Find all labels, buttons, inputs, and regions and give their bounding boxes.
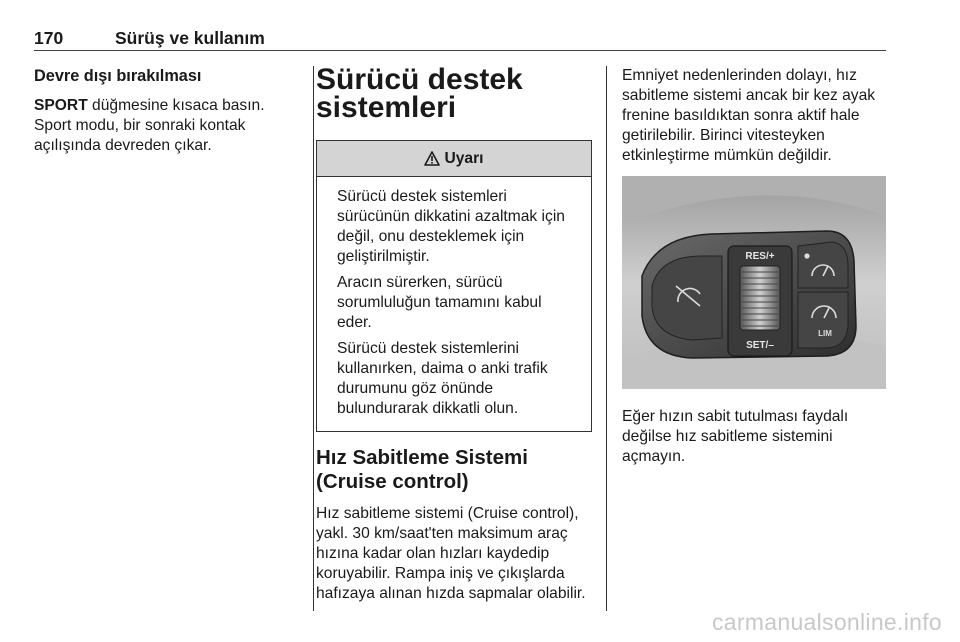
section-heading-line2: (Cruise control)	[316, 470, 469, 493]
paragraph-sport-text: düğmesine kısaca basın. Sport modu, bir sonraki kontak açılışında devreden çıkar.	[34, 97, 265, 154]
cancel-button[interactable]	[652, 256, 722, 340]
res-label: RES/+	[745, 251, 775, 262]
safety-paragraph: Emniyet nedenlerinden dolayı, hız sabitleme sistemi ancak bir kez ayak frenine basıldıktan sonra aktif hale getirilebilir. Birinci vitesteyken etkinleştirme mümkün değildir.	[622, 67, 876, 164]
warning-paragraph-1: Sürücü destek sistemleri sürücünün dikkatini azaltmak için değil, onu desteklemek için geliştirilmiştir.	[337, 188, 565, 265]
warning-box	[316, 140, 592, 432]
column-divider	[606, 66, 607, 611]
warning-paragraph-3: Sürücü destek sistemlerini kullanırken, daima o anki trafik durumunu göz önünde bulundurarak dikkatli olun.	[337, 340, 548, 417]
sport-keyword: SPORT	[34, 97, 88, 114]
chapter-title-line2: sistemleri	[316, 91, 457, 124]
warning-triangle-icon	[424, 151, 440, 166]
warning-body	[317, 177, 591, 431]
section-heading-line1: Hız Sabitleme Sistemi	[316, 446, 528, 469]
subheading-deactivation: Devre dışı bırakılması	[34, 67, 202, 85]
column-divider	[313, 66, 314, 611]
column-middle	[316, 63, 592, 610]
chapter-title	[316, 63, 592, 124]
cruise-paragraph: Hız sabitleme sistemi (Cruise control), yakl. 30 km/saat'ten maksimum araç hızına kadar olan hızları kaydedip koruyabilir. Rampa iniş ve çıkışlarda hafızaya alınan hızda sapmalar olabilir.	[316, 505, 586, 602]
section-title: Sürüş ve kullanım	[115, 28, 265, 48]
warning-header	[317, 141, 591, 177]
steering-wheel-controls-figure	[622, 176, 886, 389]
warning-paragraph-2: Aracın sürerken, sürücü sorumluluğun tamamını kabul eder.	[337, 274, 542, 331]
column-right	[622, 66, 886, 473]
advice-paragraph: Eğer hızın sabit tutulması faydalı değilse hız sabitleme sistemini açmayın.	[622, 408, 849, 465]
paragraph-sport	[34, 96, 292, 156]
lim-label: LIM	[818, 329, 832, 338]
set-label: SET/–	[746, 340, 774, 351]
page-header	[34, 16, 886, 51]
watermark: carmanualsonline.info	[711, 609, 942, 635]
steering-wheel-illustration	[622, 176, 886, 389]
speed-limiter-button[interactable]	[798, 292, 848, 348]
warning-label: Uyarı	[444, 149, 484, 167]
column-left	[34, 66, 292, 162]
chapter-title-line1: Sürücü destek	[316, 63, 523, 96]
page-number: 170	[34, 28, 64, 48]
section-heading-cruise	[316, 446, 592, 494]
